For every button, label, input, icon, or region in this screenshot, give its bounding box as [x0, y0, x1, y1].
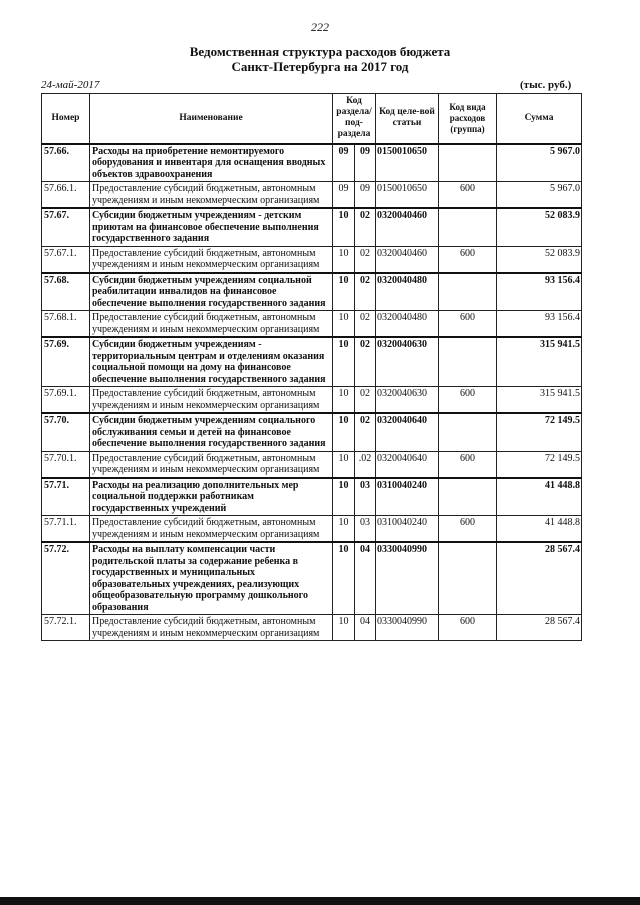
- row-name: Предоставление субсидий бюджетным, автономным учреждениям и иным некоммерческим организациям: [90, 246, 333, 273]
- row-subsection: 09: [355, 182, 376, 209]
- title-line-2: Санкт-Петербурга на 2017 год: [231, 59, 409, 74]
- row-expense-type: [439, 273, 497, 311]
- row-expense-type: [439, 337, 497, 387]
- row-section: 10: [333, 208, 355, 246]
- row-subsection: 03: [355, 478, 376, 516]
- header-expense-type: Код вида расходов (группа): [439, 94, 497, 144]
- table-row: [42, 542, 582, 615]
- table-row: [42, 144, 582, 182]
- row-sum: 315 941.5: [497, 337, 582, 387]
- row-sum: 315 941.5: [497, 387, 582, 414]
- budget-table: [41, 93, 582, 641]
- row-sum: 72 149.5: [497, 413, 582, 451]
- row-section: 09: [333, 182, 355, 209]
- row-expense-type: 600: [439, 516, 497, 543]
- row-name: Предоставление субсидий бюджетным, автономным учреждениям и иным некоммерческим организациям: [90, 615, 333, 641]
- row-sum: 93 156.4: [497, 273, 582, 311]
- row-expense-type: [439, 542, 497, 615]
- table-row: [42, 387, 582, 414]
- row-target-code: 0320040480: [376, 311, 439, 338]
- table-row: [42, 208, 582, 246]
- row-number: 57.69.1.: [42, 387, 90, 414]
- row-section: 10: [333, 311, 355, 338]
- row-number: 57.68.: [42, 273, 90, 311]
- row-subsection: .02: [355, 451, 376, 478]
- row-number: 57.72.1.: [42, 615, 90, 641]
- row-subsection: 02: [355, 273, 376, 311]
- row-section: 10: [333, 337, 355, 387]
- row-subsection: 02: [355, 337, 376, 387]
- row-expense-type: [439, 208, 497, 246]
- row-expense-type: [439, 413, 497, 451]
- row-target-code: 0150010650: [376, 144, 439, 182]
- row-target-code: 0320040630: [376, 387, 439, 414]
- row-number: 57.71.1.: [42, 516, 90, 543]
- row-name: Предоставление субсидий бюджетным, автономным учреждениям и иным некоммерческим организациям: [90, 182, 333, 209]
- row-target-code: 0320040640: [376, 451, 439, 478]
- row-name: Расходы на выплату компенсации части родительской платы за содержание ребенка в государственных и муниципальных образовательных учреждениях, реализующих общеобразовательную программу дошкольного образования: [90, 542, 333, 615]
- row-section: 10: [333, 387, 355, 414]
- row-number: 57.71.: [42, 478, 90, 516]
- table-row: [42, 273, 582, 311]
- header-target-code: Код целе-вой статьи: [376, 94, 439, 144]
- row-target-code: 0320040630: [376, 337, 439, 387]
- header-section-code: Код раздела/ под-раздела: [333, 94, 376, 144]
- row-expense-type: 600: [439, 182, 497, 209]
- row-number: 57.68.1.: [42, 311, 90, 338]
- document-date: 24-май-2017: [41, 79, 100, 91]
- row-number: 57.67.: [42, 208, 90, 246]
- table-row: [42, 615, 582, 641]
- scan-edge: [0, 897, 640, 905]
- row-sum: 5 967.0: [497, 182, 582, 209]
- row-sum: 41 448.8: [497, 478, 582, 516]
- row-name: Субсидии бюджетным учреждениям - территориальным центрам и отделениям оказания социальной помощи на дому на финансовое обеспечение выполнения государственного задания: [90, 337, 333, 387]
- row-section: 10: [333, 615, 355, 641]
- row-subsection: 03: [355, 516, 376, 543]
- row-sum: 72 149.5: [497, 451, 582, 478]
- row-expense-type: [439, 144, 497, 182]
- table-row: [42, 413, 582, 451]
- row-subsection: 02: [355, 413, 376, 451]
- row-number: 57.70.: [42, 413, 90, 451]
- row-sum: 28 567.4: [497, 615, 582, 641]
- row-expense-type: 600: [439, 246, 497, 273]
- row-name: Предоставление субсидий бюджетным, автономным учреждениям и иным некоммерческим организациям: [90, 387, 333, 414]
- table-row: [42, 478, 582, 516]
- table-body: [42, 144, 582, 641]
- row-subsection: 02: [355, 387, 376, 414]
- row-target-code: 0150010650: [376, 182, 439, 209]
- row-name: Субсидии бюджетным учреждениям социального обслуживания семьи и детей на финансовое обеспечение выполнения государственного задания: [90, 413, 333, 451]
- row-section: 10: [333, 413, 355, 451]
- row-expense-type: [439, 478, 497, 516]
- row-subsection: 02: [355, 311, 376, 338]
- row-expense-type: 600: [439, 311, 497, 338]
- row-section: 09: [333, 144, 355, 182]
- row-sum: 93 156.4: [497, 311, 582, 338]
- row-number: 57.69.: [42, 337, 90, 387]
- row-section: 10: [333, 451, 355, 478]
- table-row: [42, 246, 582, 273]
- row-subsection: 02: [355, 208, 376, 246]
- row-expense-type: 600: [439, 615, 497, 641]
- document-title: [0, 44, 640, 74]
- table-row: [42, 311, 582, 338]
- table-row: [42, 516, 582, 543]
- row-subsection: 09: [355, 144, 376, 182]
- row-number: 57.70.1.: [42, 451, 90, 478]
- row-target-code: 0310040240: [376, 478, 439, 516]
- row-number: 57.66.1.: [42, 182, 90, 209]
- row-sum: 28 567.4: [497, 542, 582, 615]
- row-name: Расходы на реализацию дополнительных мер социальной поддержки работникам государственных учреждений: [90, 478, 333, 516]
- row-sum: 52 083.9: [497, 208, 582, 246]
- row-section: 10: [333, 246, 355, 273]
- row-target-code: 0320040480: [376, 273, 439, 311]
- header-sum: Сумма: [497, 94, 582, 144]
- row-number: 57.72.: [42, 542, 90, 615]
- row-section: 10: [333, 516, 355, 543]
- row-subsection: 04: [355, 542, 376, 615]
- row-subsection: 04: [355, 615, 376, 641]
- row-name: Предоставление субсидий бюджетным, автономным учреждениям и иным некоммерческим организациям: [90, 311, 333, 338]
- header-number: Номер: [42, 94, 90, 144]
- row-target-code: 0310040240: [376, 516, 439, 543]
- row-target-code: 0330040990: [376, 542, 439, 615]
- header-name: Наименование: [90, 94, 333, 144]
- row-subsection: 02: [355, 246, 376, 273]
- row-target-code: 0320040640: [376, 413, 439, 451]
- row-section: 10: [333, 273, 355, 311]
- row-name: Расходы на приобретение немонтируемого оборудования и инвентаря для оснащения вводных объектов здравоохранения: [90, 144, 333, 182]
- row-name: Предоставление субсидий бюджетным, автономным учреждениям и иным некоммерческим организациям: [90, 451, 333, 478]
- row-number: 57.67.1.: [42, 246, 90, 273]
- row-sum: 5 967.0: [497, 144, 582, 182]
- table-row: [42, 451, 582, 478]
- row-target-code: 0320040460: [376, 208, 439, 246]
- page-number: 222: [311, 20, 329, 34]
- table-row: [42, 182, 582, 209]
- row-sum: 52 083.9: [497, 246, 582, 273]
- row-sum: 41 448.8: [497, 516, 582, 543]
- row-expense-type: 600: [439, 451, 497, 478]
- unit-label: (тыс. руб.): [520, 79, 572, 91]
- row-expense-type: 600: [439, 387, 497, 414]
- row-name: Предоставление субсидий бюджетным, автономным учреждениям и иным некоммерческим организациям: [90, 516, 333, 543]
- row-name: Субсидии бюджетным учреждениям социальной реабилитации инвалидов на финансовое обеспечение выполнения государственного задания: [90, 273, 333, 311]
- row-number: 57.66.: [42, 144, 90, 182]
- title-line-1: Ведомственная структура расходов бюджета: [189, 44, 451, 59]
- row-name: Субсидии бюджетным учреждениям - детским приютам на финансовое обеспечение выполнения государственного задания: [90, 208, 333, 246]
- table-row: [42, 337, 582, 387]
- row-section: 10: [333, 478, 355, 516]
- row-target-code: 0320040460: [376, 246, 439, 273]
- row-section: 10: [333, 542, 355, 615]
- row-target-code: 0330040990: [376, 615, 439, 641]
